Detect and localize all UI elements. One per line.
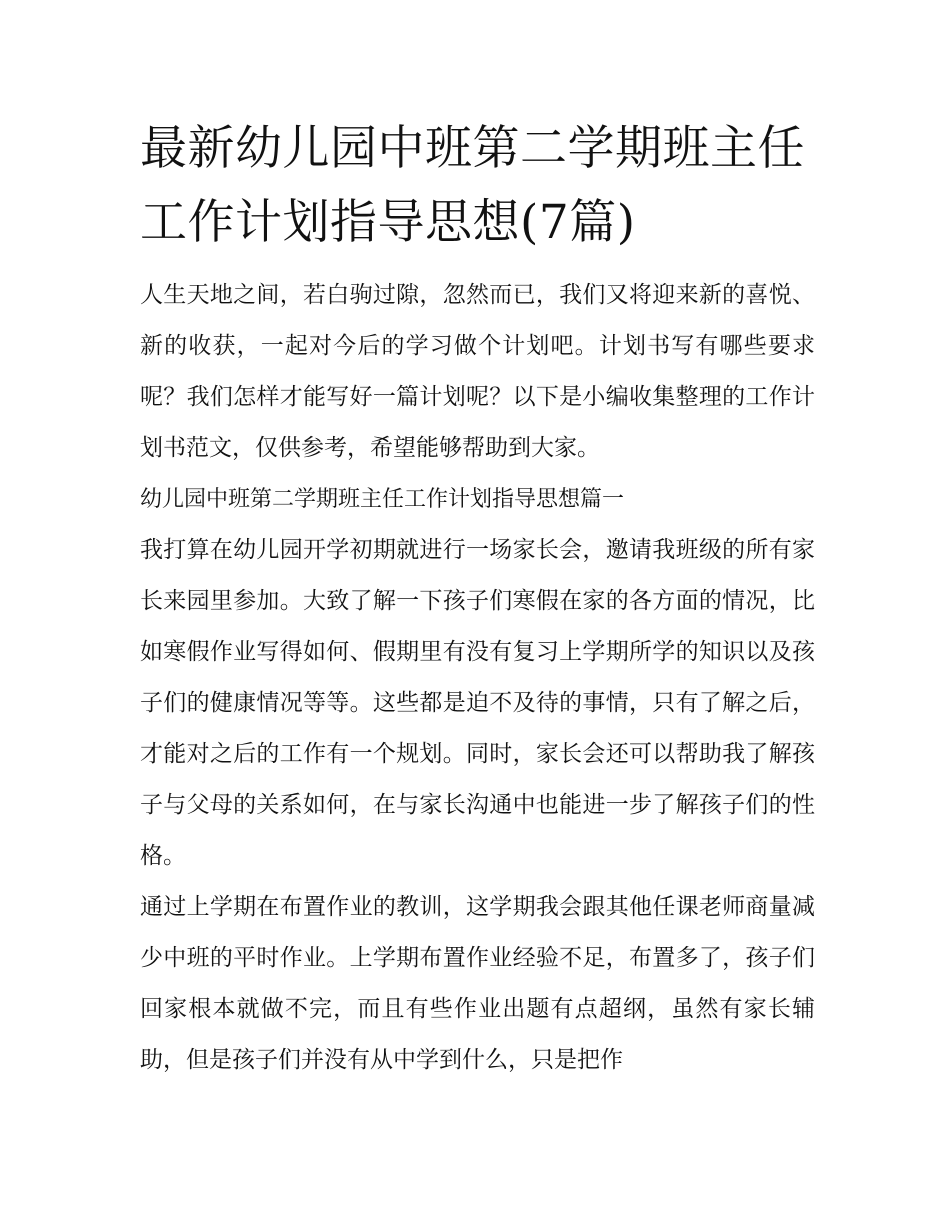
document-content [140,112,815,1086]
document-body [140,270,815,1086]
body-paragraph-2: 通过上学期在布置作业的教训，这学期我会跟其他任课老师商量减少中班的平时作业。上学期布置作业经验不足，布置多了，孩子们回家根本就做不完，而且有些作业出题有点超纲，虽然有家长辅助，但是孩子们并没有从中学到什么，只是把作 [140,894,815,1073]
intro-paragraph: 人生天地之间，若白驹过隙，忽然而已，我们又将迎来新的喜悦、新的收获，一起对今后的学习做个计划吧。计划书写有哪些要求呢？我们怎样才能写好一篇计划呢？以下是小编收集整理的工作计划书范文，仅供参考，希望能够帮助到大家。 [140,282,815,461]
section-heading: 幼儿园中班第二学期班主任工作计划指导思想篇一 [140,487,625,512]
body-paragraph-1: 我打算在幼儿园开学初期就进行一场家长会，邀请我班级的所有家长来园里参加。大致了解一下孩子们寒假在家的各方面的情况，比如寒假作业写得如何、假期里有没有复习上学期所学的知识以及孩子们的健康情况等等。这些都是迫不及待的事情，只有了解之后，才能对之后的工作有一个规划。同时，家长会还可以帮助我了解孩子与父母的关系如何，在与家长沟通中也能进一步了解孩子们的性格。 [140,537,815,869]
document-title: 最新幼儿园中班第二学期班主任工作计划指导思想(7篇) [140,121,805,250]
